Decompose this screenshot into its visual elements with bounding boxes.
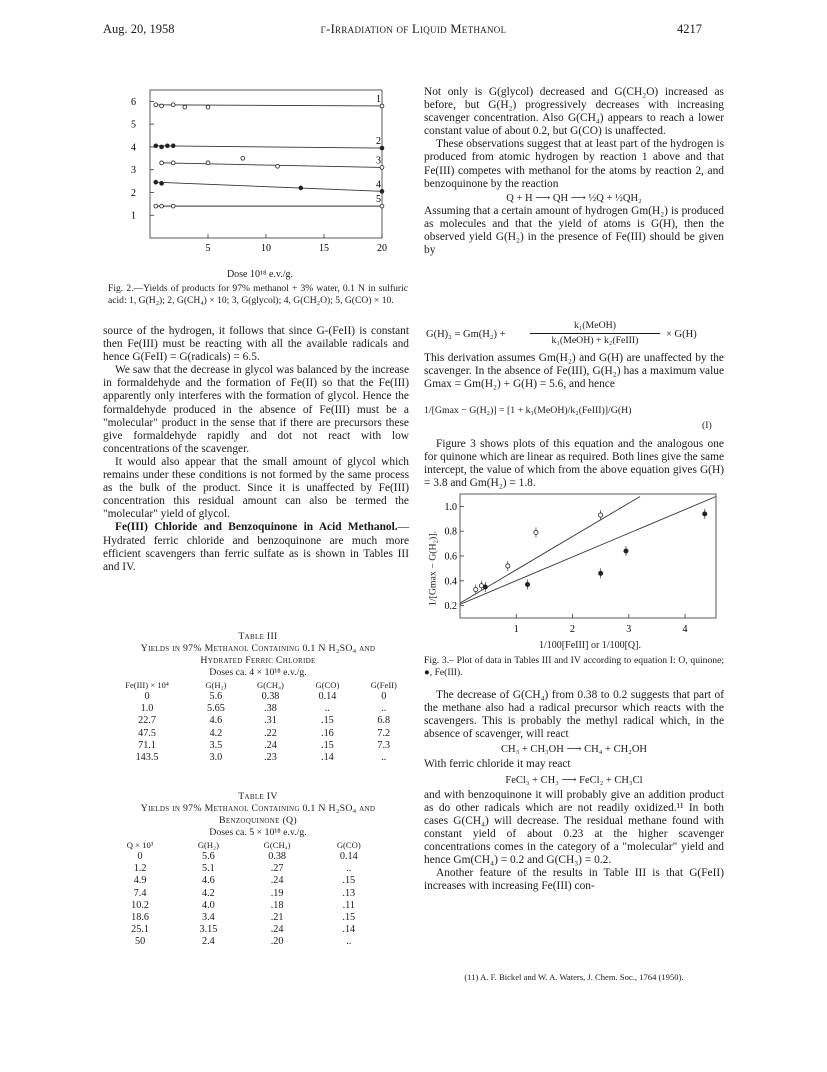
series-label: 3: [376, 155, 381, 167]
x-tick-label: 10: [261, 243, 271, 254]
footnote-11: (11) A. F. Bickel and W. A. Waters, J. Chem. Soc., 1764 (1950).: [464, 972, 684, 982]
series-line: [156, 146, 382, 148]
data-point: [599, 513, 603, 517]
y-tick-label: 1.0: [444, 501, 457, 513]
series-line: [156, 105, 382, 106]
table4-col-header: G(H₂): [197, 840, 219, 850]
table-cell: 3.5: [209, 739, 223, 751]
table-cell: 4.6: [202, 875, 215, 887]
y-tick-label: 2: [131, 187, 136, 199]
left-column-body: [103, 325, 409, 574]
table-cell: 6.8: [377, 715, 391, 727]
table4-col-header: Q × 10³: [126, 840, 154, 850]
data-point: [299, 186, 303, 190]
data-point: [160, 145, 164, 149]
table-row: [103, 888, 383, 900]
table-cell: 1.2: [133, 863, 147, 875]
y-tick-label: 3: [131, 165, 136, 177]
table4-col-header: G(CO): [336, 840, 361, 850]
data-point: [154, 103, 158, 107]
table3-col-header: G(CH₄): [257, 680, 284, 690]
table-cell: 143.5: [135, 752, 159, 764]
table-cell: .21: [270, 912, 284, 924]
x-tick-label: 5: [205, 243, 211, 254]
data-point: [154, 180, 158, 184]
y-tick-label: 0.4: [444, 576, 457, 588]
right-column-lower: [424, 689, 724, 893]
right-para-4-block: [424, 352, 724, 391]
data-point: [171, 103, 175, 107]
table-cell: 25.1: [131, 924, 149, 936]
table3-col-header: G(FeII): [370, 680, 397, 690]
data-point: [241, 156, 245, 160]
table-row: [103, 936, 383, 948]
data-point: [506, 564, 510, 568]
table-4-block: [103, 791, 413, 949]
data-point: [474, 587, 478, 591]
y-tick-label: 6: [131, 96, 136, 108]
right-para-6: The decrease of G(CH₄) from 0.38 to 0.2 suggests that part of the methane also had a radical precursor which reacts with the scavengers. This is probably the methyl radical which, in the absence of scavenger, will react: [424, 689, 724, 741]
table-cell: 22.7: [138, 715, 156, 727]
left-para-4: [103, 521, 409, 573]
table-cell: 0: [381, 691, 387, 702]
x-tick-label: 2: [570, 624, 576, 635]
figure-3-axes: [445, 494, 717, 635]
y-tick-label: 1: [131, 210, 136, 222]
table-cell: 5.6: [209, 691, 223, 702]
table-cell: 0.38: [268, 851, 287, 862]
table-cell: 2.4: [202, 936, 215, 948]
data-point: [160, 204, 164, 208]
table-3-header-row: [103, 680, 413, 691]
table3-col-header: G(CO): [315, 680, 340, 690]
table-row: [103, 691, 413, 703]
figure-2-lines: [156, 105, 382, 206]
table-cell: .16: [321, 727, 334, 739]
table-cell: .20: [270, 936, 284, 948]
data-point: [483, 585, 487, 589]
right-para-3: Assuming that a certain amount of hydrogen Gm(H₂) is produced as molecules and that the yield of atoms is G(H), then the observed yield G(H₂) in the presence of Fe(III) should be given by: [424, 204, 724, 257]
equation-I-number: (I): [702, 420, 712, 431]
table-row: [103, 863, 383, 875]
data-point: [183, 105, 187, 109]
table-row: [103, 703, 413, 715]
series-label: 1: [376, 93, 381, 105]
series-line: [162, 163, 382, 168]
table-4-label: Table IV: [238, 791, 278, 802]
left-para-1: source of the hydrogen, it follows that since G-(FeII) is constant then Fe(III) must be reacting with all the available radicals and hence G(FeII) = G(radicals) = 6.5.: [103, 325, 409, 364]
data-point: [703, 512, 707, 516]
table-cell: .24: [264, 739, 277, 751]
data-point: [206, 105, 210, 109]
equation-main-right: × G(H): [666, 329, 697, 340]
x-tick-label: 4: [682, 624, 688, 635]
right-para-7: With ferric chloride it may react: [424, 758, 571, 771]
table-cell: .38: [264, 703, 277, 715]
equation-I: 1/[Gmax − G(H₂)] = [1 + k₁(MeOH)/k₂(FeIII)]/G(H): [424, 405, 632, 416]
running-header-title: γ-Irradiation of Liquid Methanol: [320, 22, 507, 36]
figure-3-ylabel-wrap: [426, 515, 440, 625]
data-point: [171, 204, 175, 208]
table-cell: 4.9: [133, 875, 147, 887]
table-4-doses: Doses ca. 5 × 10¹⁸ e.v./g.: [209, 827, 307, 838]
data-point: [525, 582, 529, 586]
table-cell: 1.0: [140, 703, 154, 715]
table-cell: 7.2: [377, 727, 391, 739]
table-cell: .18: [270, 899, 284, 911]
series-line: [156, 182, 382, 191]
figure-2-frame: [150, 90, 382, 238]
table-cell: .15: [342, 875, 356, 887]
data-point: [166, 144, 170, 148]
y-tick-label: 5: [131, 119, 136, 131]
data-point: [206, 161, 210, 165]
table-row: [103, 851, 383, 863]
right-para-9: Another feature of the results in Table III is that G(FeII) increases with increasing Fe(III) con-: [424, 867, 724, 893]
table-cell: .11: [342, 899, 355, 911]
left-para-2: We saw that the decrease in glycol was balanced by the increase in formaldehyde and the formation of Fe(II) so that the Fe(III) apparently only interferes with the formation of glycol. Hence the formaldehyde produced in the absence of Fe(III) must be a "molecular" product in the sense that if there are precursors these give formaldehyde rapidly and dot not react with low concentrations of the scavenger.: [103, 364, 409, 455]
y-tick-label: 0.2: [444, 601, 457, 613]
series-label: 4: [376, 179, 381, 191]
table-3-title-1: Yields in 97% Methanol Containing 0.1 N H₂SO₄ and: [140, 643, 376, 654]
table-cell: .14: [342, 924, 356, 936]
table-3-body: [103, 691, 413, 764]
running-header-date: Aug. 20, 1958: [103, 22, 175, 36]
table3-col-header: G(H₂): [205, 680, 227, 690]
table-cell: ..: [346, 936, 352, 948]
table-cell: .19: [270, 887, 284, 899]
right-para-5: Figure 3 shows plots of this equation and the analogous one for quinone which are linear as required. Both lines give the same intercept, the value of which from the above equation gives G(H) = 3.8 and Gm(H₂) = 1.8.: [424, 438, 724, 490]
x-tick-label: 15: [319, 243, 329, 254]
data-point: [171, 144, 175, 148]
table-cell: 7.4: [133, 887, 147, 899]
table-row: [103, 875, 383, 887]
table-cell: 5.1: [202, 863, 215, 875]
table-row: [103, 912, 383, 924]
table-cell: ..: [346, 863, 352, 875]
equation-fecl: FeCl₃ + CH₃ ⟶ FeCl₂ + CH₃Cl: [505, 774, 643, 786]
figure-2-chart: [112, 86, 392, 268]
table-row: [103, 728, 413, 740]
figure-2-caption: Fig. 2.—Yields of products for 97% methanol + 3% water, 0.1 N in sulfuric acid: 1, G(H₂); 2, G(CH₄) × 10; 3, G(glycol); 4, G(CH₂O); 5, G(CO) × 10.: [108, 283, 408, 306]
x-tick-label: 20: [377, 243, 387, 254]
table-cell: 3.15: [199, 924, 218, 936]
equation-ch3: CH₃ + CH₃OH ⟶ CH₄ + CH₂OH: [501, 744, 647, 756]
figure-2-xlabel: Dose 10¹⁸ e.v./g.: [226, 269, 294, 280]
data-point: [171, 161, 175, 165]
table-4-body: [103, 851, 383, 949]
figure-2-points: [154, 103, 384, 208]
table-cell: 4.2: [202, 887, 215, 899]
right-para-4: This derivation assumes Gm(H₂) and G(H) are unaffected by the scavenger. In the absence of Fe(III), G(H₂) has a maximum value Gmax = Gm(H₂) + G(H) = 5.6, and hence: [424, 352, 724, 391]
section-heading: Fe(III) Chloride and Benzoquinone in Acid Methanol.: [115, 521, 398, 534]
data-point: [154, 204, 158, 208]
equation-main: [426, 320, 726, 350]
left-para-3: It would also appear that the small amount of glycol which remains under these conditions is not formed by the same process as the bulk of the product. Since it is unaffected by Fe(III) concentration this residual amount can also be termed the "molecular" yield of glycol.: [103, 455, 409, 521]
table-cell: 0.14: [318, 691, 337, 702]
right-para-8: and with benzoquinone it will probably give an addition product as do other radicals which are not readily oxidized.¹¹ In both cases G(CH₄) will decrease. The residual methane found with constant yield of about 0.23 at the higher scavenger concentrations comes in the category of a "molecular" yield and hence Gm(CH₄) = 0.2 and G(CH₃) = 0.2.: [424, 788, 724, 867]
equation-quinone: Q + H ⟶ QH ⟶ ½Q + ½QH₂: [506, 192, 642, 204]
table-cell: 4.0: [202, 899, 215, 911]
table-cell: .23: [264, 752, 277, 764]
table-cell: 50: [134, 936, 146, 948]
table-cell: .24: [270, 875, 284, 887]
table-cell: 18.6: [131, 912, 149, 924]
table-cell: 10.2: [131, 899, 149, 911]
table-cell: 4.6: [209, 715, 223, 727]
y-tick-label: 4: [131, 142, 136, 154]
table-4-title-1: Yields in 97% Methanol Containing 0.1 N H₂SO₄ and: [140, 803, 376, 814]
right-para-2: These observations suggest that at least part of the hydrogen is produced from atomic hydrogen by reaction 1 above and that Fe(III) competes with methanol for the atoms by reaction 2, and benzoquinone by the reaction: [424, 138, 724, 190]
data-point: [599, 571, 603, 575]
x-tick-label: 1: [513, 624, 519, 635]
y-tick-label: 0.6: [444, 551, 457, 563]
figure-3-lines: [460, 496, 716, 604]
right-para-1: Not only is G(glycol) decreased and G(CH₂O) increased as before, but G(H₂) progressively decreases with increasing scavenger concentration. Also G(CH₄) appears to reach a lower constant value of about 0.2, but G(CO) is unaffected.: [424, 86, 724, 138]
table-cell: 0: [144, 691, 150, 702]
fit-line: [460, 496, 716, 604]
table-cell: .14: [321, 752, 334, 764]
data-point: [154, 144, 158, 148]
table-cell: 5.65: [206, 703, 225, 715]
table-row: [103, 924, 383, 936]
table-cell: ..: [381, 703, 387, 715]
table-cell: .13: [342, 887, 356, 899]
table-row: [103, 715, 413, 727]
data-point: [160, 181, 164, 185]
table-cell: 0.14: [339, 851, 358, 862]
equation-main-left: G(H)₂ = Gm(H₂) +: [426, 329, 506, 340]
equation-fraction-bar: [530, 333, 660, 334]
table-cell: 0.38: [261, 691, 280, 702]
right-column-top: [424, 86, 724, 257]
table-cell: 0: [137, 851, 143, 862]
data-point: [160, 104, 164, 108]
table-cell: 3.4: [202, 912, 215, 924]
table-3-block: [103, 631, 413, 764]
series-label: 2: [376, 136, 381, 148]
x-tick-label: 3: [626, 624, 632, 635]
data-point: [160, 161, 164, 165]
table-3: [103, 680, 413, 764]
table-row: [103, 752, 413, 764]
table-cell: .27: [270, 863, 284, 875]
equation-main-numerator: k₁(MeOH): [573, 320, 617, 331]
table-3-doses: Doses ca. 4 × 10¹⁸ e.v./g.: [209, 667, 307, 678]
figure-3-chart: [424, 490, 724, 638]
table-cell: .24: [270, 924, 284, 936]
table-cell: 4.2: [209, 727, 223, 739]
table-cell: .15: [321, 739, 334, 751]
figure-3-ylabel: 1/[Gmax − G(H₂)].: [427, 530, 439, 607]
table-cell: .15: [342, 912, 356, 924]
data-point: [534, 530, 538, 534]
series-label: 5: [376, 194, 381, 206]
table-cell: .15: [321, 715, 334, 727]
left-para-4-body: —Hydrated ferric chloride and benzoquinone are much more efficient scavengers than ferric sulfate as is shown in Tables III and IV.: [103, 521, 409, 573]
table-3-title-2: Hydrated Ferric Chloride: [200, 655, 316, 666]
table-cell: 5.6: [202, 851, 215, 862]
table-4-title-2: Benzoquinone (Q): [219, 815, 297, 826]
figure-2-axes: [131, 90, 387, 254]
table-4-header-row: [103, 840, 383, 851]
table-row: [103, 900, 383, 912]
figure-3-xlabel: 1/100[FeIII] or 1/100[Q].: [539, 640, 641, 651]
figure-3-points: [474, 509, 707, 595]
equation-main-denominator: k₁(MeOH) + k₂(FeIII): [551, 335, 639, 346]
table-cell: .22: [264, 727, 277, 739]
table-cell: 71.1: [138, 739, 156, 751]
page-number: 4217: [677, 22, 702, 36]
right-para-5-block: [424, 438, 724, 490]
table-cell: ..: [324, 703, 330, 715]
table4-col-header: G(CH₄): [263, 840, 291, 850]
data-point: [624, 549, 628, 553]
figure-3-caption: Fig. 3.– Plot of data in Tables III and IV according to equation I: O, quinone; ●, Fe(III).: [424, 655, 724, 678]
table-cell: 47.5: [138, 727, 156, 739]
table-row: [103, 740, 413, 752]
table-cell: ..: [381, 752, 387, 764]
table-3-label: Table III: [238, 631, 278, 642]
y-tick-label: 0.8: [444, 526, 457, 538]
data-point: [276, 164, 280, 168]
table-cell: 7.3: [377, 739, 391, 751]
table3-col-header: Fe(III) × 10⁴: [125, 680, 169, 690]
table-cell: .31: [264, 715, 277, 727]
table-4: [103, 840, 383, 949]
table-cell: 3.0: [209, 752, 223, 764]
